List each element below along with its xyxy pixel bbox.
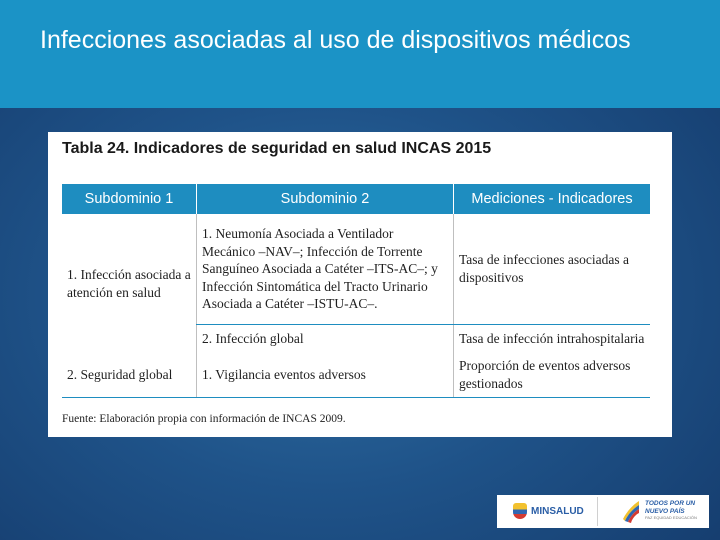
cell-subdominio-1: 1. Infección asociada a atención en salud bbox=[67, 266, 191, 300]
minsalud-logo-text: MINSALUD bbox=[531, 505, 584, 517]
slogan-line-1: TODOS POR UN bbox=[645, 500, 696, 507]
table-row bbox=[62, 214, 650, 325]
colombia-flag-ribbon-icon bbox=[621, 499, 641, 523]
cell-subdominio-2: 1. Vigilancia eventos adversos bbox=[197, 353, 454, 398]
table-card bbox=[48, 132, 672, 437]
cell-subdominio-1: 2. Seguridad global bbox=[62, 353, 197, 398]
cell-subdominio-2: 2. Infección global bbox=[197, 325, 454, 354]
minsalud-logo bbox=[513, 503, 584, 519]
cell-medicion: Proporción de eventos adversos gestionados bbox=[454, 353, 651, 398]
footer-logos bbox=[497, 495, 709, 528]
slide-header bbox=[0, 0, 720, 108]
table-caption: Tabla 24. Indicadores de seguridad en salud INCAS 2015 bbox=[62, 140, 492, 157]
cell-medicion: Tasa de infección intrahospitalaria bbox=[454, 325, 651, 354]
table-row bbox=[62, 353, 650, 398]
table-header-row bbox=[62, 184, 650, 214]
cell-subdominio-2: 1. Neumonía Asociada a Ventilador Mecánico –NAV–; Infección de Torrente Sanguíneo Asociada a Catéter –ITS-AC–; y Infección Sintomática del Tracto Urinario Asociada a Catéter –ISTU-AC–. bbox=[197, 214, 454, 325]
cell-medicion: Tasa de infecciones asociadas a dispositivos bbox=[454, 214, 651, 325]
slogan-line-3: PAZ EQUIDAD EDUCACIÓN bbox=[645, 515, 697, 520]
slogan-line-2: NUEVO PAÍS bbox=[645, 507, 685, 515]
shield-icon bbox=[513, 503, 527, 519]
slogan-logo bbox=[645, 500, 707, 520]
column-header-subdominio-2: Subdominio 2 bbox=[197, 184, 454, 214]
column-header-subdominio-1: Subdominio 1 bbox=[62, 184, 197, 214]
slide-title: Infecciones asociadas al uso de dispositivos médicos bbox=[40, 26, 631, 54]
column-header-mediciones: Mediciones - Indicadores bbox=[454, 184, 651, 214]
indicators-table bbox=[62, 184, 650, 398]
logo-divider bbox=[597, 497, 598, 526]
table-source-note: Fuente: Elaboración propia con información de INCAS 2009. bbox=[62, 413, 346, 425]
